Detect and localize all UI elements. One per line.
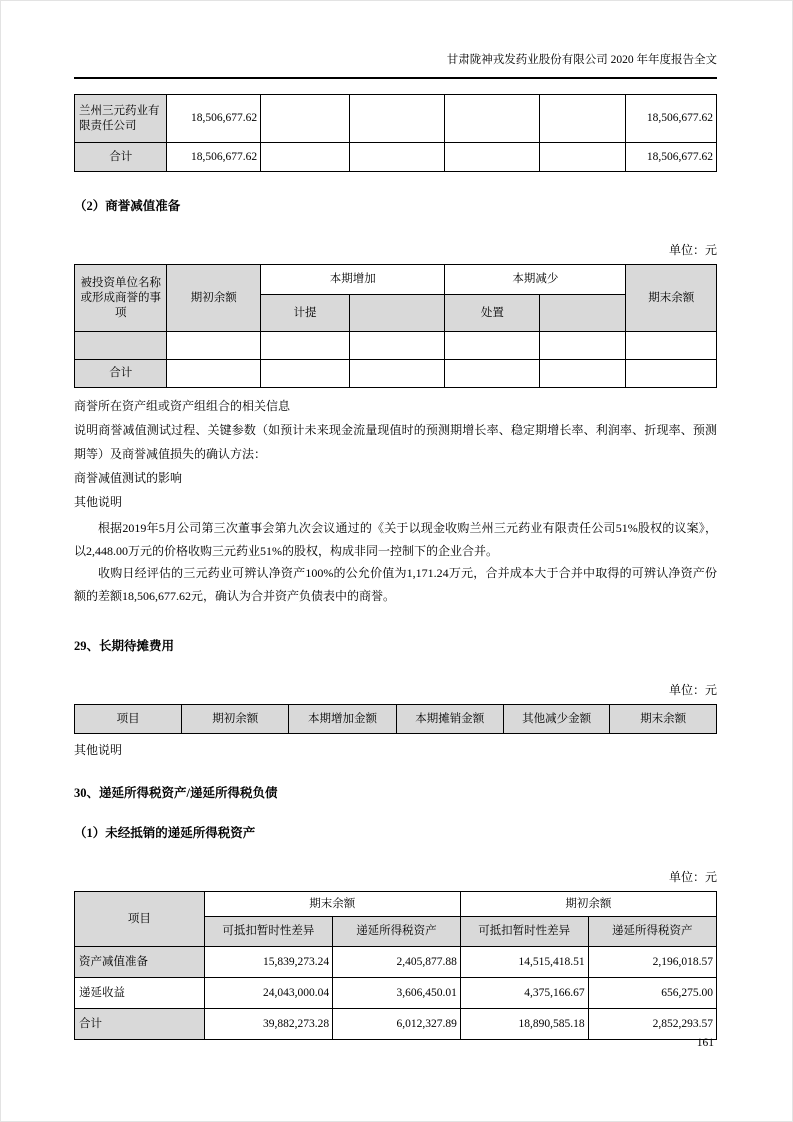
ending-balance-header-cell: 期末余额 xyxy=(204,892,460,917)
entity-name-cell xyxy=(75,332,167,360)
empty-cell xyxy=(349,95,445,143)
total-label-cell: 合计 xyxy=(75,1009,205,1040)
beginning-balance-cell: 18,506,677.62 xyxy=(167,143,261,172)
empty-cell xyxy=(445,95,540,143)
heading-long-term-deferred-expenses: 29、长期待摊费用 xyxy=(74,639,175,653)
goodwill-continuation-table xyxy=(74,94,717,172)
header-row xyxy=(75,705,717,734)
value-cell: 15,839,273.24 xyxy=(204,947,332,978)
amortization-header-cell: 本期摊销金额 xyxy=(396,705,503,734)
paragraph-acquisition: 根据2019年5月公司第三次董事会第九次会议通过的《关于以现金收购兰州三元药业有限责任公司51%股权的议案》，以2,448.00万元的价格收购三元药业51%的股权，构成非同一控制下的企业合并。 xyxy=(74,521,717,558)
table-row-total xyxy=(75,1009,717,1040)
heading-goodwill-impairment: （2）商誉减值准备 xyxy=(74,199,181,213)
item-header-cell: 项目 xyxy=(75,705,182,734)
table-row xyxy=(75,947,717,978)
note-impairment-test-process: 说明商誉减值测试过程、关键参数（如预计未来现金流量现值时的预测期增长率、稳定期增长率、利润率、折现率、预测期等）及商誉减值损失的确认方法： xyxy=(74,423,717,461)
page-number: 161 xyxy=(696,1037,714,1049)
value-cell: 39,882,273.28 xyxy=(204,1009,332,1040)
item-header-cell: 项目 xyxy=(75,892,205,947)
empty-cell xyxy=(261,95,350,143)
empty-cell xyxy=(167,360,261,388)
empty-cell xyxy=(540,95,626,143)
ending-balance-cell: 18,506,677.62 xyxy=(626,95,717,143)
empty-cell xyxy=(167,332,261,360)
entity-name-cell: 兰州三元药业有限责任公司 xyxy=(75,95,167,143)
goodwill-paragraphs xyxy=(74,517,717,607)
goodwill-impairment-table xyxy=(74,264,717,388)
empty-cell xyxy=(349,360,445,388)
beginning-balance-cell: 18,506,677.62 xyxy=(167,95,261,143)
paragraph-goodwill-recognition: 收购日经评估的三元药业可辨认净资产100%的公允价值为1,171.24万元，合并成本大于合并中取得的可辨认净资产份额的差额18,506,677.62元，确认为合并资产负债表中的商誉。 xyxy=(74,566,717,603)
value-cell: 6,012,327.89 xyxy=(333,1009,461,1040)
beginning-balance-header-cell: 期初余额 xyxy=(460,892,716,917)
deductible-diff-header-cell: 可抵扣暂时性差异 xyxy=(204,917,332,947)
value-cell: 14,515,418.51 xyxy=(460,947,588,978)
value-cell: 18,890,585.18 xyxy=(460,1009,588,1040)
report-header-title: 甘肃陇神戎发药业股份有限公司 2020 年年度报告全文 xyxy=(74,1,717,79)
long-term-deferred-expenses-table xyxy=(74,704,717,734)
note-other-explanation: 其他说明 xyxy=(74,495,123,509)
table-row xyxy=(75,95,717,143)
ending-header-cell: 期末余额 xyxy=(626,265,717,332)
decrease-header-cell: 本期减少 xyxy=(445,265,626,295)
value-cell: 2,405,877.88 xyxy=(333,947,461,978)
increase-header-cell: 本期增加 xyxy=(261,265,445,295)
empty-cell xyxy=(261,332,350,360)
value-cell: 656,275.00 xyxy=(588,978,716,1009)
empty-cell xyxy=(445,143,540,172)
table-row xyxy=(75,332,717,360)
row-label-cell: 递延收益 xyxy=(75,978,205,1009)
empty-cell xyxy=(626,360,717,388)
value-cell: 4,375,166.67 xyxy=(460,978,588,1009)
table-row-total xyxy=(75,360,717,388)
other-decrease-header-cell: 其他减少金额 xyxy=(503,705,610,734)
total-label-cell: 合计 xyxy=(75,360,167,388)
ending-header-cell: 期末余额 xyxy=(610,705,717,734)
table-row-total xyxy=(75,143,717,172)
empty-cell xyxy=(349,143,445,172)
total-label-cell: 合计 xyxy=(75,143,167,172)
deferred-tax-asset-header-cell: 递延所得税资产 xyxy=(333,917,461,947)
note-impairment-test-effect: 商誉减值测试的影响 xyxy=(74,471,183,485)
unit-label: 单位：元 xyxy=(668,870,717,884)
header-row-1 xyxy=(75,265,717,295)
deferred-tax-asset-header-cell: 递延所得税资产 xyxy=(588,917,716,947)
empty-cell xyxy=(540,332,626,360)
value-cell: 3,606,450.01 xyxy=(333,978,461,1009)
value-cell: 24,043,000.04 xyxy=(204,978,332,1009)
row-label-cell: 资产减值准备 xyxy=(75,947,205,978)
deferred-tax-assets-table xyxy=(74,891,717,1040)
heading-deferred-tax: 30、递延所得税资产/递延所得税负债 xyxy=(74,786,278,800)
empty-header-cell xyxy=(540,295,626,332)
empty-cell xyxy=(626,332,717,360)
table-row xyxy=(75,978,717,1009)
increase-header-cell: 本期增加金额 xyxy=(289,705,396,734)
value-cell: 2,852,293.57 xyxy=(588,1009,716,1040)
header-row-1 xyxy=(75,892,717,917)
note-other-explanation: 其他说明 xyxy=(74,743,123,757)
empty-cell xyxy=(540,360,626,388)
beginning-header-cell: 期初余额 xyxy=(167,265,261,332)
note-asset-group: 商誉所在资产组或资产组组合的相关信息 xyxy=(74,399,291,413)
empty-cell xyxy=(445,332,540,360)
goodwill-notes xyxy=(74,394,717,514)
deductible-diff-header-cell: 可抵扣暂时性差异 xyxy=(460,917,588,947)
accrual-header-cell: 计提 xyxy=(261,295,350,332)
disposal-header-cell: 处置 xyxy=(445,295,540,332)
empty-cell xyxy=(445,360,540,388)
empty-cell xyxy=(540,143,626,172)
page-content xyxy=(74,1,717,1040)
unit-label: 单位：元 xyxy=(668,243,717,257)
empty-cell xyxy=(349,332,445,360)
heading-unoffset-deferred-tax-assets: （1）未经抵销的递延所得税资产 xyxy=(74,826,256,840)
ending-balance-cell: 18,506,677.62 xyxy=(626,143,717,172)
unit-label: 单位：元 xyxy=(668,683,717,697)
value-cell: 2,196,018.57 xyxy=(588,947,716,978)
empty-cell xyxy=(261,143,350,172)
empty-header-cell xyxy=(349,295,445,332)
beginning-header-cell: 期初余额 xyxy=(182,705,289,734)
empty-cell xyxy=(261,360,350,388)
col1-header-cell: 被投资单位名称或形成商誉的事项 xyxy=(75,265,167,332)
